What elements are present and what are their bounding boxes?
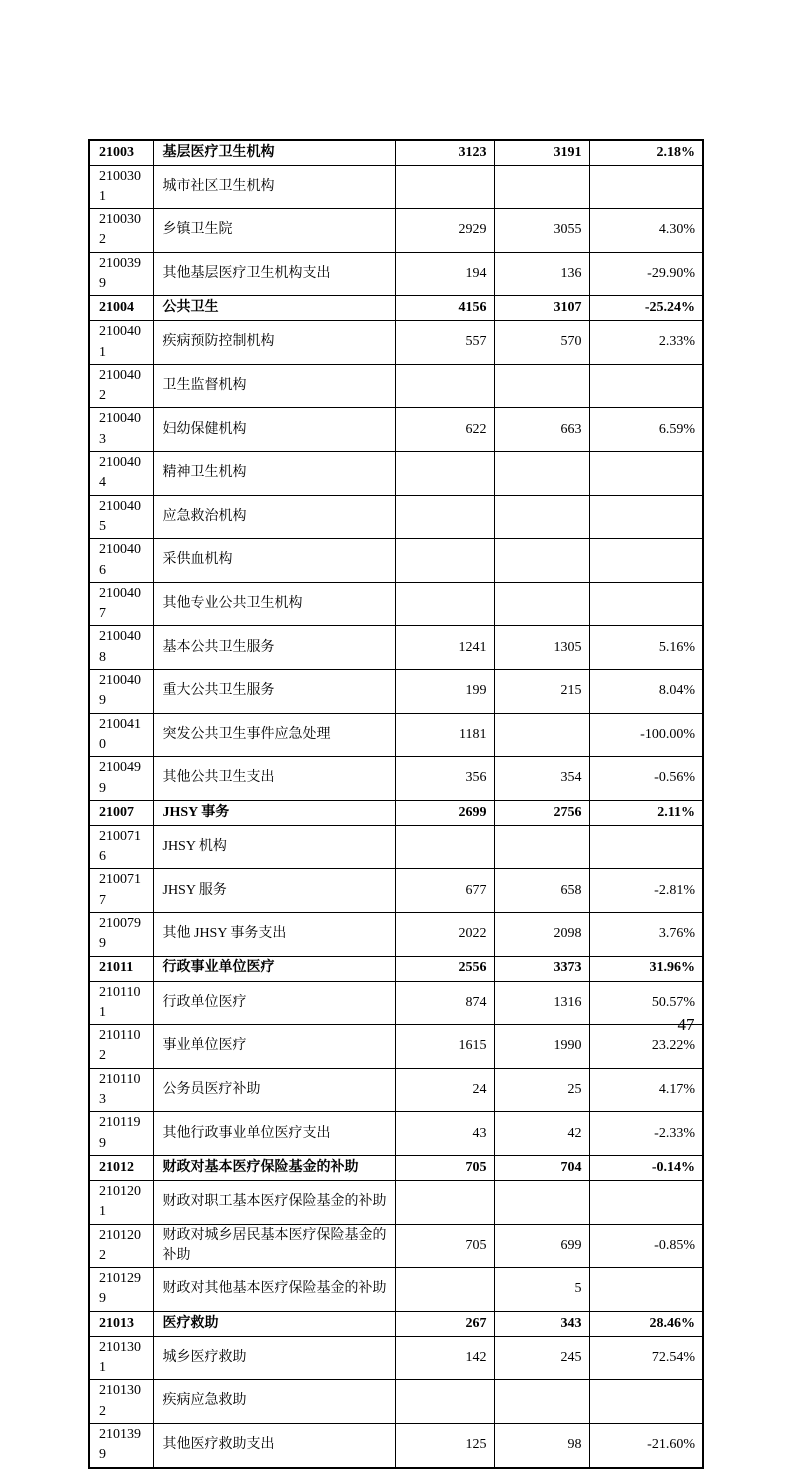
cell-name: 其他公共卫生支出 [153,757,395,801]
table-row [89,539,703,583]
cell-change-pct [589,495,703,539]
cell-value-2: 343 [494,1311,589,1336]
cell-value-2 [494,495,589,539]
cell-code: 2100403 [89,408,153,452]
cell-name: 城市社区卫生机构 [153,165,395,209]
cell-change-pct [589,1268,703,1312]
cell-change-pct: 2.11% [589,800,703,825]
cell-code: 21011 [89,956,153,981]
cell-change-pct [589,825,703,869]
cell-value-1 [395,825,494,869]
cell-change-pct [589,165,703,209]
cell-value-2: 215 [494,670,589,714]
table-row [89,1423,703,1467]
cell-value-1 [395,582,494,626]
cell-code: 2100408 [89,626,153,670]
cell-value-2: 699 [494,1224,589,1268]
cell-code: 2100405 [89,495,153,539]
cell-code: 2100799 [89,913,153,957]
table-row [89,252,703,296]
cell-value-1: 677 [395,869,494,913]
cell-change-pct: -21.60% [589,1423,703,1467]
cell-value-2 [494,582,589,626]
cell-value-1 [395,165,494,209]
cell-value-1: 125 [395,1423,494,1467]
table-row [89,869,703,913]
cell-name: 基本公共卫生服务 [153,626,395,670]
cell-value-2: 3107 [494,296,589,321]
cell-code: 21013 [89,1311,153,1336]
table-row [89,757,703,801]
cell-name: 行政事业单位医疗 [153,956,395,981]
cell-name: 财政对城乡居民基本医疗保险基金的补助 [153,1224,395,1268]
cell-name: 医疗救助 [153,1311,395,1336]
cell-value-1: 356 [395,757,494,801]
table-row [89,209,703,253]
cell-value-1: 874 [395,981,494,1025]
cell-value-2 [494,1380,589,1424]
cell-value-2: 663 [494,408,589,452]
cell-change-pct [589,452,703,496]
cell-name: 精神卫生机构 [153,452,395,496]
cell-change-pct: 50.57% [589,981,703,1025]
table-row [89,1025,703,1069]
cell-change-pct: 2.18% [589,140,703,165]
cell-code: 21007 [89,800,153,825]
cell-change-pct [589,582,703,626]
cell-name: 事业单位医疗 [153,1025,395,1069]
cell-value-1: 3123 [395,140,494,165]
table-row [89,140,703,165]
table-row [89,582,703,626]
cell-value-2 [494,364,589,408]
cell-value-2: 2756 [494,800,589,825]
cell-change-pct: -29.90% [589,252,703,296]
table-row [89,800,703,825]
cell-code: 2100716 [89,825,153,869]
cell-value-1: 24 [395,1068,494,1112]
cell-name: 其他专业公共卫生机构 [153,582,395,626]
cell-value-2: 3191 [494,140,589,165]
table-row [89,670,703,714]
table-row [89,1268,703,1312]
cell-value-1 [395,452,494,496]
cell-code: 21004 [89,296,153,321]
cell-value-2 [494,713,589,757]
cell-name: JHSY 事务 [153,800,395,825]
table-row [89,913,703,957]
cell-value-2: 5 [494,1268,589,1312]
cell-name: 疾病应急救助 [153,1380,395,1424]
table-row [89,981,703,1025]
cell-code: 2101103 [89,1068,153,1112]
cell-value-1: 43 [395,1112,494,1156]
cell-code: 2100402 [89,364,153,408]
cell-value-2: 3055 [494,209,589,253]
cell-change-pct: -2.33% [589,1112,703,1156]
budget-table [88,139,704,1469]
cell-change-pct: 4.30% [589,209,703,253]
cell-name: 重大公共卫生服务 [153,670,395,714]
cell-value-2: 704 [494,1155,589,1180]
cell-value-1: 2556 [395,956,494,981]
cell-value-2: 570 [494,321,589,365]
table-row [89,713,703,757]
cell-value-2: 1316 [494,981,589,1025]
cell-change-pct: 72.54% [589,1336,703,1380]
cell-name: 采供血机构 [153,539,395,583]
cell-code: 2101201 [89,1180,153,1224]
cell-value-2: 98 [494,1423,589,1467]
table-row [89,495,703,539]
cell-value-1: 1181 [395,713,494,757]
cell-change-pct: -0.56% [589,757,703,801]
cell-name: 公务员医疗补助 [153,1068,395,1112]
cell-change-pct: 8.04% [589,670,703,714]
cell-code: 2101301 [89,1336,153,1380]
cell-code: 2101399 [89,1423,153,1467]
cell-change-pct: -0.14% [589,1155,703,1180]
cell-value-2: 42 [494,1112,589,1156]
cell-value-2: 3373 [494,956,589,981]
cell-value-2 [494,452,589,496]
cell-code: 2100399 [89,252,153,296]
cell-name: 应急救治机构 [153,495,395,539]
cell-value-1: 2699 [395,800,494,825]
cell-code: 2100406 [89,539,153,583]
cell-value-1: 557 [395,321,494,365]
cell-change-pct: -25.24% [589,296,703,321]
cell-change-pct [589,539,703,583]
cell-value-1: 1241 [395,626,494,670]
cell-code: 2101102 [89,1025,153,1069]
cell-code: 2100301 [89,165,153,209]
cell-code: 2100410 [89,713,153,757]
table-row [89,408,703,452]
cell-name: 疾病预防控制机构 [153,321,395,365]
cell-change-pct: 28.46% [589,1311,703,1336]
cell-value-1 [395,1380,494,1424]
cell-value-1: 705 [395,1155,494,1180]
table-row [89,1155,703,1180]
cell-change-pct [589,364,703,408]
cell-value-2: 245 [494,1336,589,1380]
cell-name: 卫生监督机构 [153,364,395,408]
cell-code: 2100407 [89,582,153,626]
cell-code: 2101199 [89,1112,153,1156]
cell-value-1: 705 [395,1224,494,1268]
table-row [89,364,703,408]
cell-value-2: 354 [494,757,589,801]
table-row [89,452,703,496]
cell-name: 基层医疗卫生机构 [153,140,395,165]
cell-value-1 [395,364,494,408]
cell-value-1 [395,539,494,583]
cell-code: 21003 [89,140,153,165]
cell-code: 2101299 [89,1268,153,1312]
cell-code: 2101101 [89,981,153,1025]
cell-change-pct: 3.76% [589,913,703,957]
cell-value-1: 2022 [395,913,494,957]
cell-value-2 [494,539,589,583]
cell-value-1: 142 [395,1336,494,1380]
cell-name: 其他 JHSY 事务支出 [153,913,395,957]
cell-change-pct [589,1380,703,1424]
cell-value-2: 1990 [494,1025,589,1069]
cell-name: 其他基层医疗卫生机构支出 [153,252,395,296]
table-row [89,1068,703,1112]
cell-value-2: 136 [494,252,589,296]
cell-value-1 [395,495,494,539]
cell-change-pct [589,1180,703,1224]
cell-value-1: 267 [395,1311,494,1336]
cell-code: 2100302 [89,209,153,253]
table-row [89,321,703,365]
cell-name: 其他医疗救助支出 [153,1423,395,1467]
table-row [89,1180,703,1224]
cell-name: 财政对基本医疗保险基金的补助 [153,1155,395,1180]
cell-name: 财政对其他基本医疗保险基金的补助 [153,1268,395,1312]
cell-value-1: 2929 [395,209,494,253]
cell-change-pct: 5.16% [589,626,703,670]
cell-change-pct: 2.33% [589,321,703,365]
table-row [89,626,703,670]
table-row [89,1336,703,1380]
table-row [89,165,703,209]
table-row [89,296,703,321]
cell-value-2: 2098 [494,913,589,957]
cell-value-2: 1305 [494,626,589,670]
cell-value-1: 4156 [395,296,494,321]
table-row [89,1112,703,1156]
cell-name: JHSY 机构 [153,825,395,869]
cell-name: JHSY 服务 [153,869,395,913]
cell-name: 财政对职工基本医疗保险基金的补助 [153,1180,395,1224]
cell-change-pct: 4.17% [589,1068,703,1112]
cell-code: 2100404 [89,452,153,496]
cell-code: 21012 [89,1155,153,1180]
cell-value-1: 622 [395,408,494,452]
cell-name: 行政单位医疗 [153,981,395,1025]
budget-table-body [89,140,703,1468]
cell-value-1: 199 [395,670,494,714]
table-row [89,825,703,869]
cell-name: 妇幼保健机构 [153,408,395,452]
cell-value-1 [395,1268,494,1312]
cell-name: 其他行政事业单位医疗支出 [153,1112,395,1156]
cell-code: 2100409 [89,670,153,714]
table-row [89,1224,703,1268]
cell-name: 突发公共卫生事件应急处理 [153,713,395,757]
cell-code: 2101202 [89,1224,153,1268]
cell-change-pct: 6.59% [589,408,703,452]
cell-code: 2100499 [89,757,153,801]
cell-value-2: 658 [494,869,589,913]
cell-change-pct: 23.22% [589,1025,703,1069]
cell-value-1: 1615 [395,1025,494,1069]
cell-value-1 [395,1180,494,1224]
cell-name: 乡镇卫生院 [153,209,395,253]
cell-change-pct: 31.96% [589,956,703,981]
table-row [89,1311,703,1336]
cell-value-2: 25 [494,1068,589,1112]
cell-change-pct: -2.81% [589,869,703,913]
table-row [89,956,703,981]
cell-code: 2101302 [89,1380,153,1424]
cell-value-2 [494,165,589,209]
cell-code: 2100401 [89,321,153,365]
cell-change-pct: -100.00% [589,713,703,757]
cell-change-pct: -0.85% [589,1224,703,1268]
cell-name: 城乡医疗救助 [153,1336,395,1380]
cell-name: 公共卫生 [153,296,395,321]
cell-value-1: 194 [395,252,494,296]
cell-value-2 [494,825,589,869]
page-number: 47 [677,1015,695,1034]
table-row [89,1380,703,1424]
cell-value-2 [494,1180,589,1224]
cell-code: 2100717 [89,869,153,913]
